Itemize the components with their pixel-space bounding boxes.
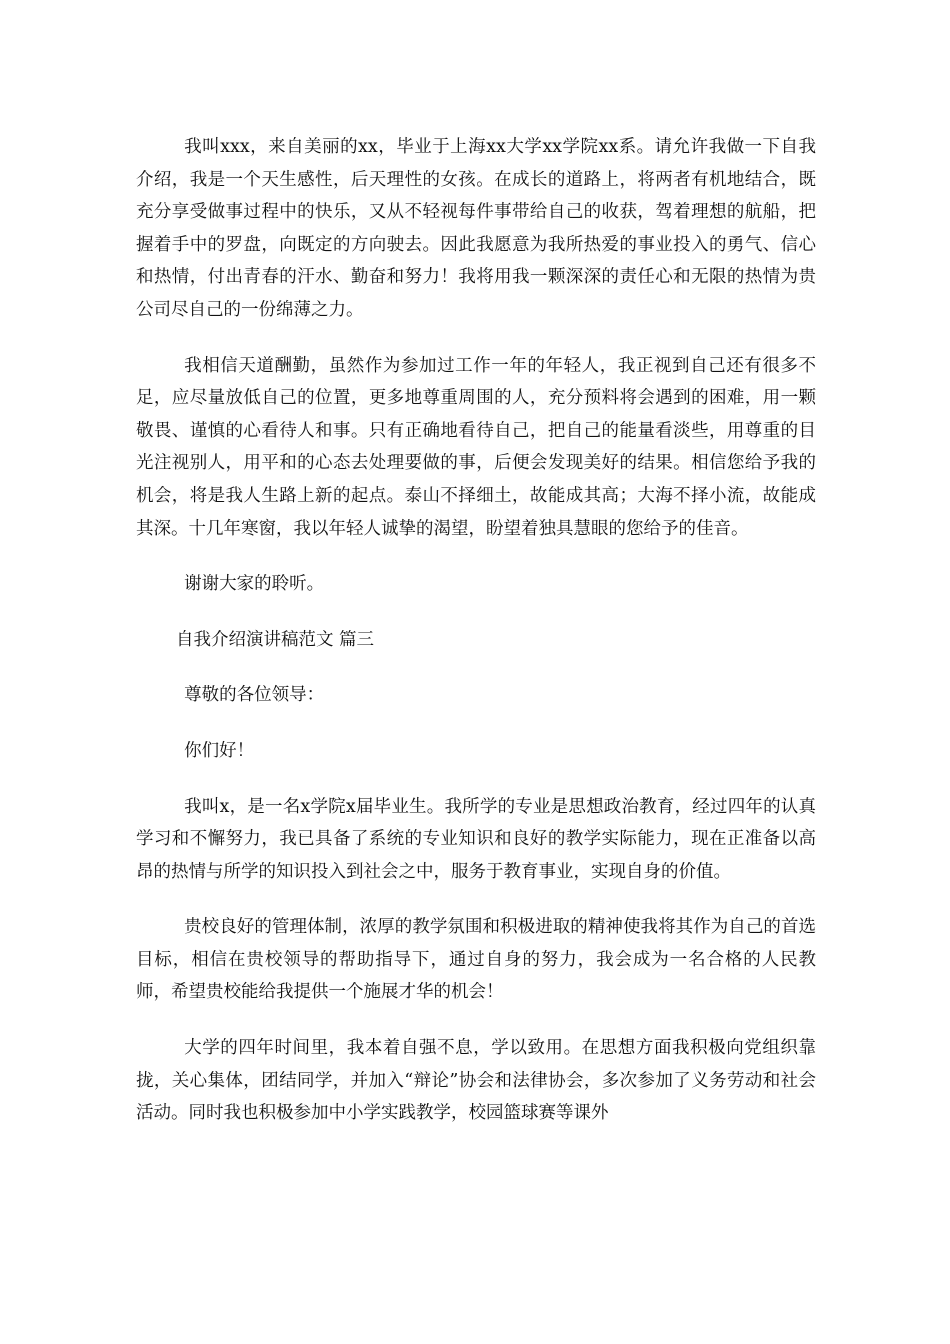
paragraph-self-intro: 我叫x，是一名x学院x届毕业生。我所学的专业是思想政治教育，经过四年的认真学习和不懈努力，我已具备了系统的专业知识和良好的教学实际能力，现在正准备以高昂的热情与所学的知识投入到社会之中，服务于教育事业，实现自身的价值。 — [136, 796, 816, 882]
paragraph-school-goal: 贵校良好的管理体制，浓厚的教学氛围和积极进取的精神使我将其作为自己的首选目标，相信在贵校领导的帮助指导下，通过自身的努力，我会成为一名合格的人民教师，希望贵校能给我提供一个施展才华的机会！ — [136, 917, 816, 1003]
document-body — [136, 131, 816, 1153]
salutation: 尊敬的各位领导： — [184, 685, 325, 706]
greeting: 你们好！ — [184, 740, 255, 761]
section-heading: 自我介绍演讲稿范文 篇三 — [176, 629, 375, 650]
paragraph-university-years: 大学的四年时间里，我本着自强不息，学以致用。在思想方面我积极向党组织靠拢，关心集体，团结同学，并加入“辩论”协会和法律协会，多次参加了义务劳动和社会活动。同时我也积极参加中小学实践教学，校园篮球赛等课外 — [136, 1038, 816, 1124]
paragraph-thanks: 谢谢大家的聆听。 — [184, 574, 325, 595]
paragraph-belief: 我相信天道酬勤，虽然作为参加过工作一年的年轻人，我正视到自己还有很多不足，应尽量放低自己的位置，更多地尊重周围的人，充分预料将会遇到的困难，用一颗敬畏、谨慎的心看待人和事。只有正确地看待自己，把自己的能量看淡些，用尊重的目光注视别人，用平和的心态去处理要做的事，后便会发现美好的结果。相信您给予我的机会，将是我人生路上新的起点。泰山不择细土，故能成其高；大海不择小流，故能成其深。十几年寒窗，我以年轻人诚挚的渴望，盼望着独具慧眼的您给予的佳音。 — [136, 355, 816, 539]
paragraph-introduction: 我叫xxx，来自美丽的xx，毕业于上海xx大学xx学院xx系。请允许我做一下自我介绍，我是一个天生感性，后天理性的女孩。在成长的道路上，将两者有机地结合，既充分享受做事过程中的快乐，又从不轻视每件事带给自己的收获，驾着理想的航船，把握着手中的罗盘，向既定的方向驶去。因此我愿意为我所热爱的事业投入的勇气、信心和热情，付出青春的汗水、勤奋和努力！我将用我一颗深深的责任心和无限的热情为贵公司尽自己的一份绵薄之力。 — [136, 137, 816, 320]
